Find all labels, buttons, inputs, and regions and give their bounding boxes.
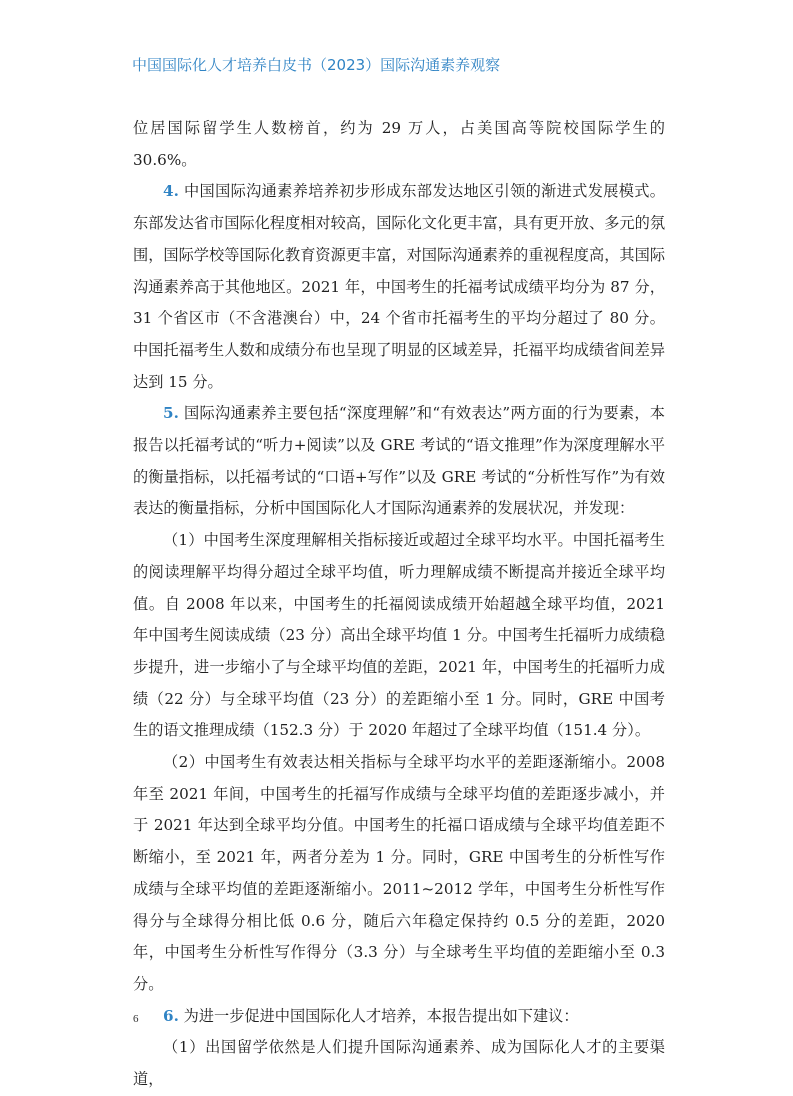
body-text — [133, 113, 665, 1096]
page-number: 6 — [133, 1013, 139, 1025]
paragraph-point-6: 6. 为进一步促进中国国际化人才培养，本报告提出如下建议： — [163, 1006, 579, 1025]
paragraph-continuation: 位居国际留学生人数榜首，约为 29 万人，占美国高等院校国际学生的 30.6%。 — [133, 119, 665, 169]
point-number: 6. — [163, 1006, 179, 1025]
point-number: 4. — [163, 182, 179, 201]
paragraph-point-4: 4. 中国国际沟通素养培养初步形成东部发达地区引领的渐进式发展模式。东部发达省市国际化程度相对较高，国际化文化更丰富，具有更开放、多元的氛围，国际学校等国际化教育资源更丰富，对国际沟通素养的重视程度高，其国际沟通素养高于其他地区。2021 年，中国考生的托福考试成绩平均分为 87 分，31 个省区市（不含港澳台）中，24 个省市托福考生的平均分超过了 80 分。中国托福考生人数和成绩分布也呈现了明显的区域差异，托福平均成绩省间差异达到 15 分。 — [133, 182, 665, 391]
paragraph-recommendation-1: （1）出国留学依然是人们提升国际沟通素养、成为国际化人才的主要渠道， — [133, 1038, 665, 1089]
paragraph-finding-1: （1）中国考生深度理解相关指标接近或超过全球平均水平。中国托福考生的阅读理解平均得分超过全球平均值，听力理解成绩不断提高并接近全球平均值。自 2008 年以来，中国考生的托福阅读成绩开始超越全球平均值，2021 年中国考生阅读成绩（23 分）高出全球平均值 1 分。中国考生托福听力成绩稳步提升，进一步缩小了与全球平均值的差距，2021 年，中国考生的托福听力成绩（22 分）与全球平均值（23 分）的差距缩小至 1 分。同时，GRE 中国考生的语文推理成绩（152.3 分）于 2020 年超过了全球平均值（151.4 分）。 — [133, 531, 665, 740]
point-number: 5. — [163, 404, 179, 423]
paragraph-point-5: 5. 国际沟通素养主要包括“深度理解”和“有效表达”两方面的行为要素，本报告以托福考试的“听力+阅读”以及 GRE 考试的“语文推理”作为深度理解水平的衡量指标，以托福考试的“口语+写作”以及 GRE 考试的“分析性写作”为有效表达的衡量指标，分析中国国际化人才国际沟通素养的发展状况，并发现： — [133, 404, 665, 518]
running-header: 中国国际化人才培养白皮书（2023）国际沟通素养观察 — [132, 56, 501, 74]
paragraph-finding-2: （2）中国考生有效表达相关指标与全球平均水平的差距逐渐缩小。2008 年至 2021 年间，中国考生的托福写作成绩与全球平均值的差距逐步减小，并于 2021 年达到全球平均分值。中国考生的托福口语成绩与全球平均值差距不断缩小，至 2021 年，两者分差为 1 分。同时，GRE 中国考生的分析性写作成绩与全球平均值的差距逐渐缩小。2011~2012 学年，中国考生分析性写作得分与全球得分相比低 0.6 分，随后六年稳定保持约 0.5 分的差距，2020 年，中国考生分析性写作得分（3.3 分）与全球考生平均值的差距缩小至 0.3 分。 — [133, 753, 665, 993]
